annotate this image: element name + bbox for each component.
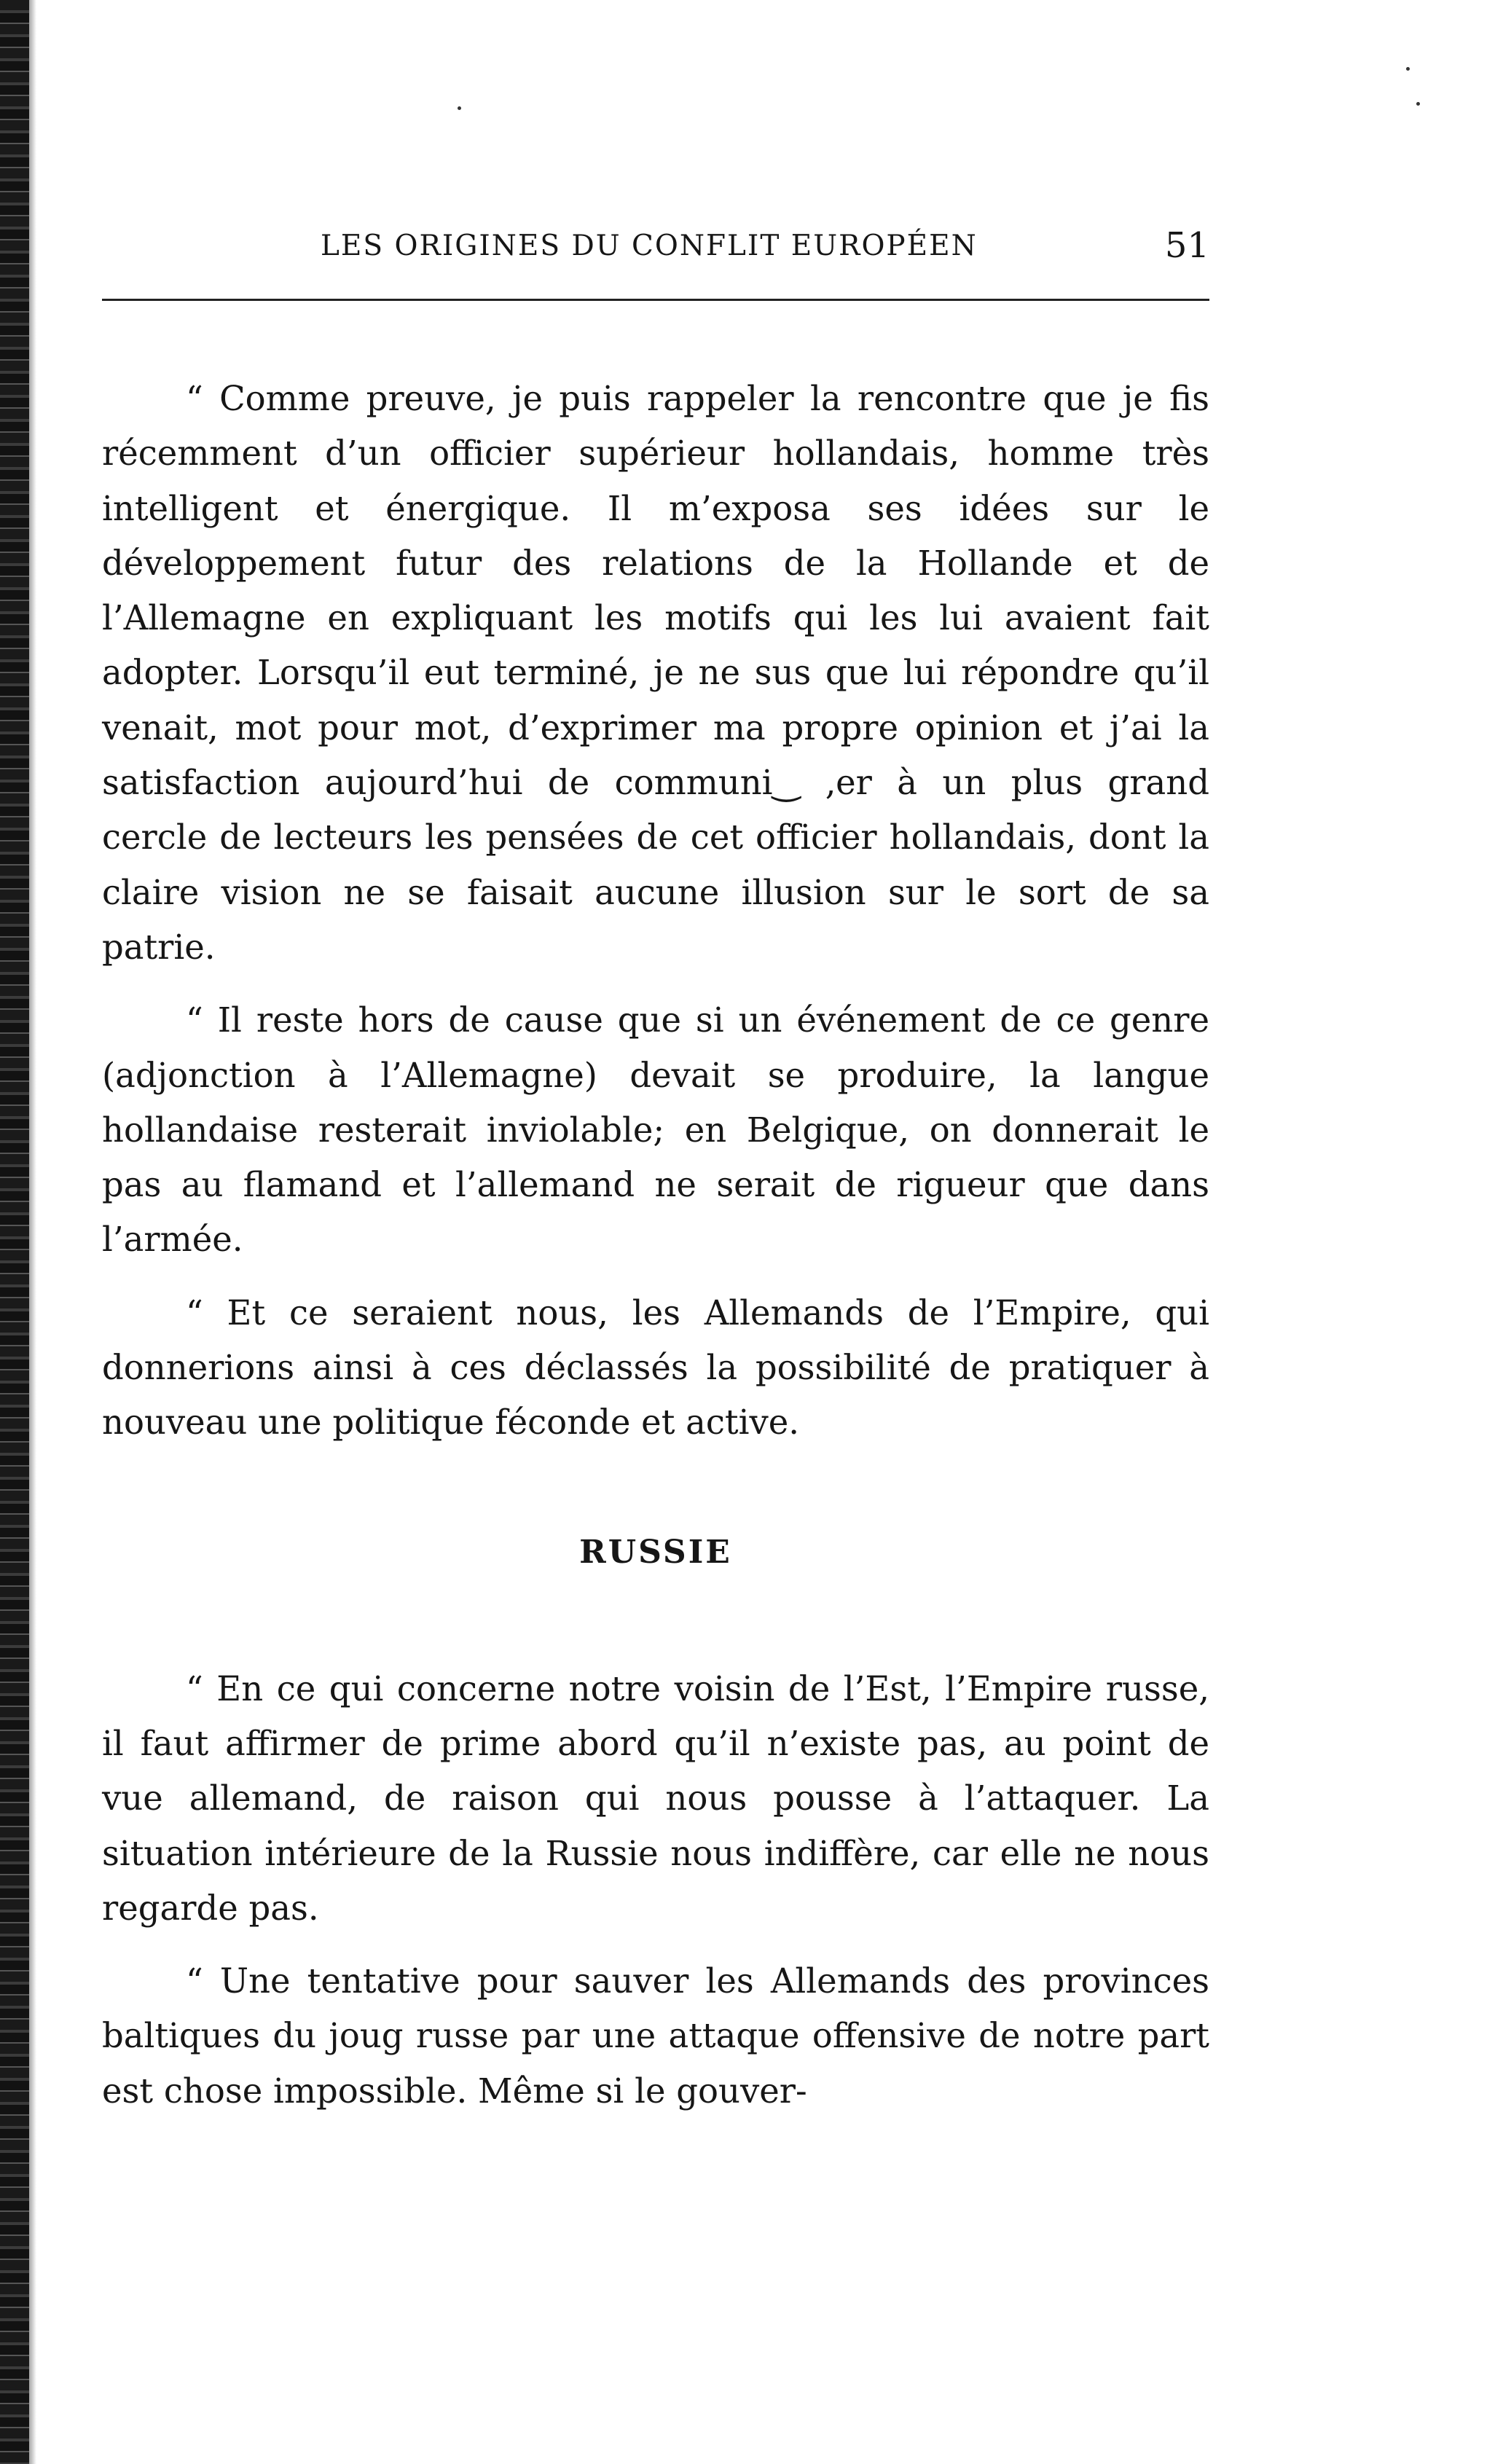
section-heading: RUSSIE <box>579 1533 732 1571</box>
scan-speck <box>458 106 461 110</box>
body-text <box>102 372 1209 2119</box>
page-header <box>102 225 1209 280</box>
paragraph: “ Et ce seraient nous, les Allemands de l’Empire, qui donnerions ainsi à ces déclassés la possibilité de pratiquer à nouveau une politique féconde et active. <box>102 1292 1209 1443</box>
scanned-binding-edge <box>0 0 29 2464</box>
paragraph: “ En ce qui concerne notre voisin de l’Est, l’Empire russe, il faut affirmer de prime abord qu’il n’existe pas, au point de vue allemand, de raison qui nous pousse à l’attaquer. La situation intérieure de la Russie nous indiffère, car elle ne nous regarde pas. <box>102 1668 1209 1928</box>
scan-speck <box>1406 67 1410 71</box>
paragraph: “ Une tentative pour sauver les Allemands des provinces baltiques du joug russe par une attaque offensive de notre part est chose impossible. Même si le gouver- <box>102 1961 1209 2111</box>
page-number: 51 <box>1164 225 1209 266</box>
scan-speck <box>1416 102 1420 106</box>
header-rule <box>102 299 1209 301</box>
paragraph: “ Il reste hors de cause que si un événement de ce genre (adjonction à l’Allemagne) devait se produire, la langue hollandaise resterait inviolable; en Belgique, on donnerait le pas au flamand et l’allemand ne serait de rigueur que dans l’armée. <box>102 1000 1209 1260</box>
running-title: LES ORIGINES DU CONFLIT EUROPÉEN <box>321 229 978 262</box>
paragraph: “ Comme preuve, je puis rappeler la rencontre que je fis récemment d’un officier supérieur hollandais, homme très intelligent et énergique. Il m’exposa ses idées sur le développement futur des relations de la Hollande et de l’Allemagne en expliquant les motifs qui les lui avaient fait adopter. Lorsqu’il eut terminé, je ne sus que lui répondre qu’il venait, mot pour mot, d’exprimer ma propre opinion et j’ai la satisfaction aujourd’hui de communi‿ ‚er à un plus grand cercle de lecteurs les pensées de cet officier hollandais, dont la claire vision ne se faisait aucune illusion sur le sort de sa patrie. <box>102 379 1209 967</box>
